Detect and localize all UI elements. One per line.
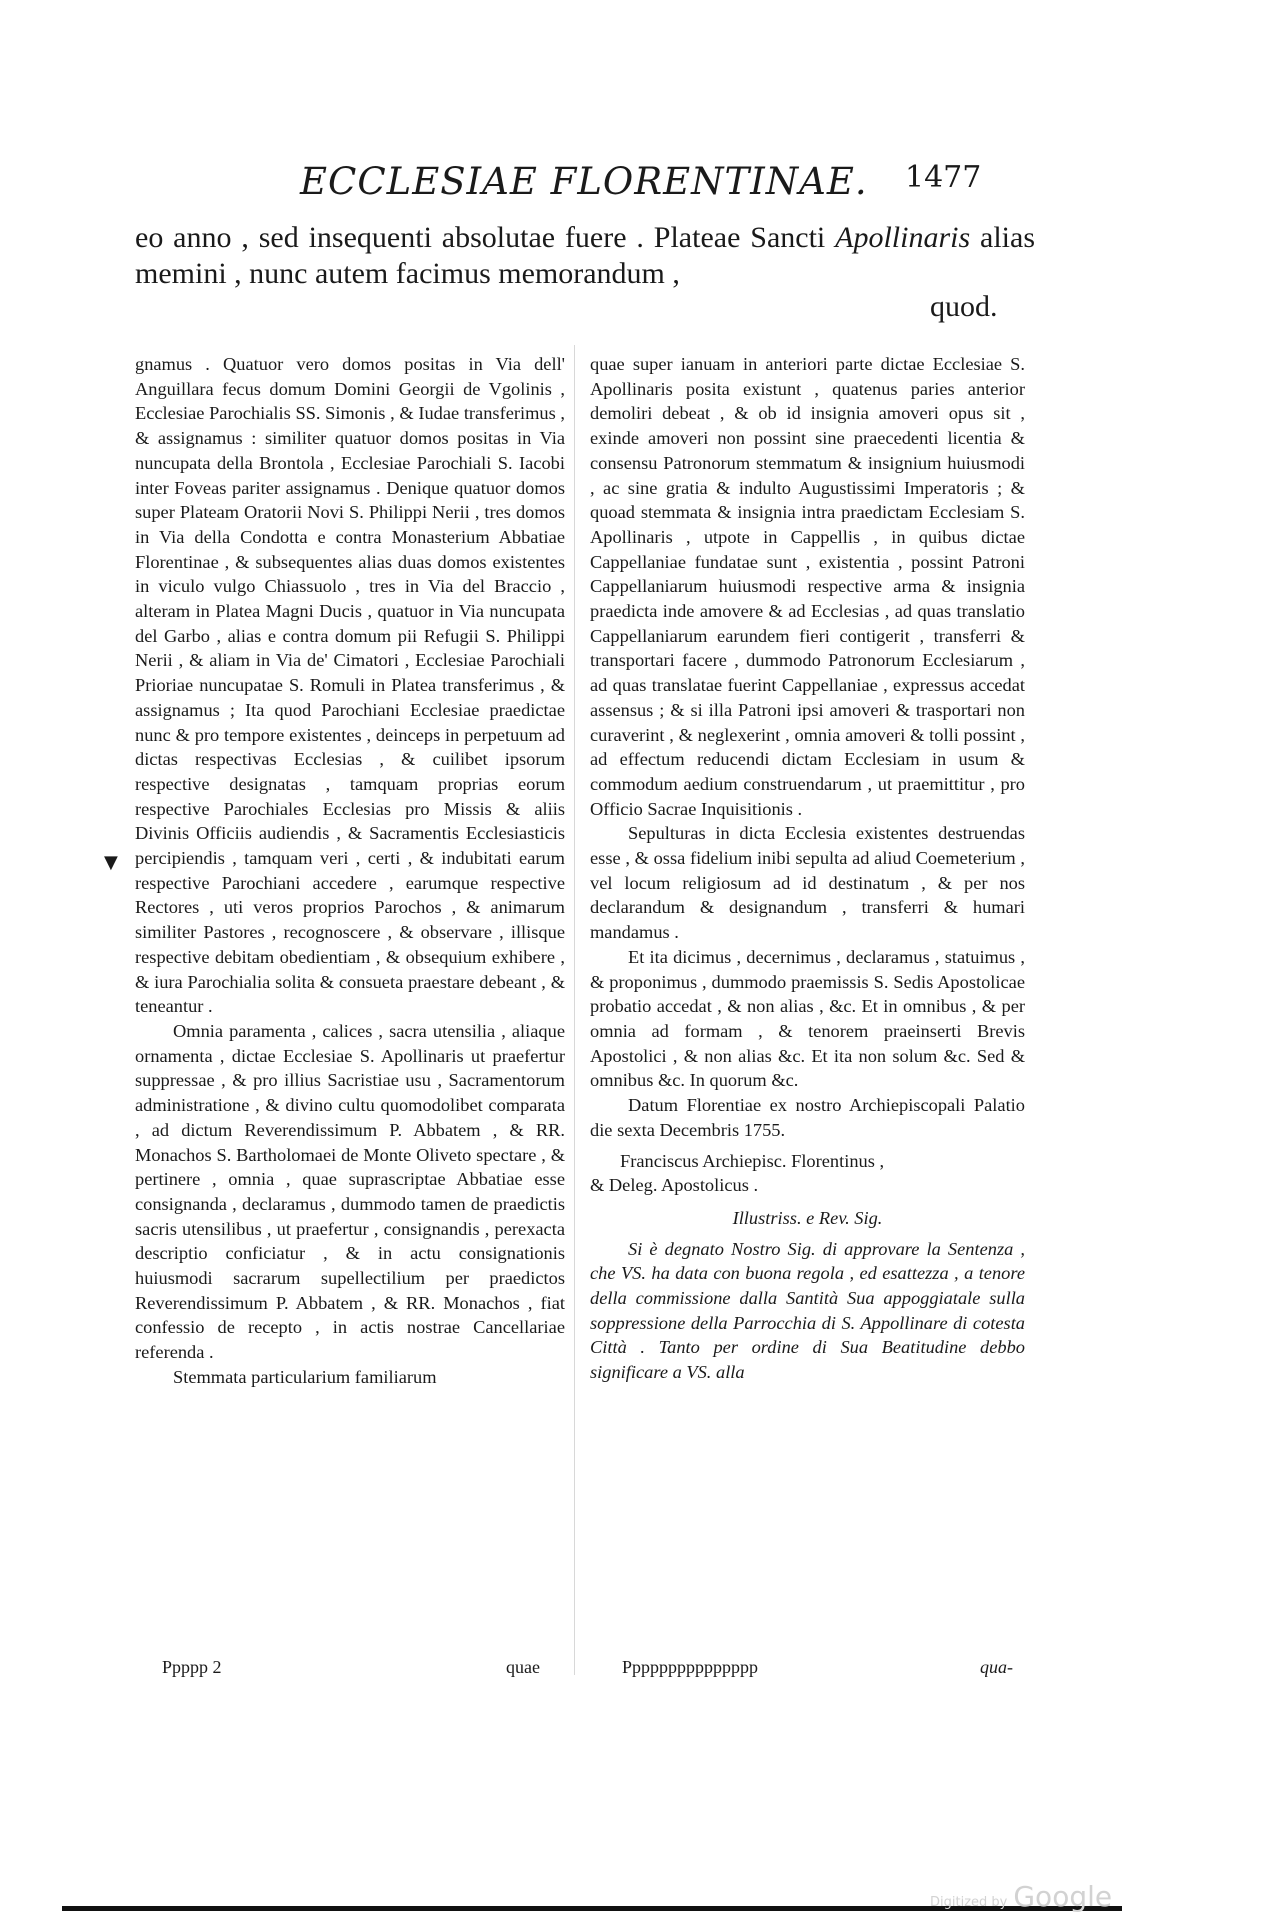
margin-mark: ▼ <box>104 852 118 873</box>
right-paragraph-1: quae super ianuam in anteriori parte dictae Ecclesiae S. Apollinaris posita existunt , quatenus paries anterior demoliri debeat , & ob id insignia amoveri opus sit , exinde amoveri non possint sine praecedenti licentia & consensu Patronorum stemmatum & insignium huiusmodi , ac sine gratia & indulto Augustissimi Imperatoris ; & quoad stemmata & insignia intra praedictam Ecclesiam S. Apollinaris , utpote in Cappellis , in quibus dictae Cappellaniae fundatae sunt , existentia , possint Patroni Cappellaniarum huiusmodi respective arma & insignia praedicta inde amovere & ad Ecclesias , ad quas translatio Cappellaniarum earundem fieri contigerit , transferri & transportari facere , dummodo Patronorum Ecclesiarum , ad quas translatae fuerint Cappellaniae , expressus accedat assensus ; & si illa Patroni ipsi amoveri & trasportari non curaverint , & neglexerint , omnia amoveri & tolli possint , ad effectum reducendi dictam Ecclesiam in usum & commodum aedium construendarum , ut praemittitur , pro Officio Sacrae Inquisitionis . <box>590 354 1025 819</box>
left-paragraph-3: Stemmata particularium familiarum <box>173 1366 437 1387</box>
column-divider <box>574 345 575 1675</box>
left-paragraph-1: gnamus . Quatuor vero domos positas in Via dell' Anguillara fecus domum Domini Georgii de Vgolinis , Ecclesiae Parochialis SS. Simonis , & Iudae transferimus , & assignamus : similiter quatuor domos positas in Via nuncupata della Brontola , Ecclesiae Parochiali S. Iacobi inter Foveas pariter assignamus . Denique quatuor domos super Plateam Oratorii Novi S. Philippi Nerii , tres domos in Via della Condotta e contra Monasterium Abbatiae Florentinae , & subsequentes alias duas domos existentes in viculo vulgo Chiassuolo , tres in Via del Braccio , alteram in Platea Magni Ducis , quatuor in Via nuncupata del Garbo , alias e contra domum pii Refugii S. Philippi Nerii , & aliam in Via de' Cimatori , Ecclesiae Parochiali Prioriae nuncupatae S. Romuli in Platea transferimus , & assignamus ; Ita quod Parochiani Ecclesiae praedictae nunc & pro tempore existentes , deinceps in perpetuum ad dictas respectivas Ecclesias , & cuilibet ipsorum respective designatas , tamquam proprias eorum respective Parochiales Ecclesias pro Missis & aliis Divinis Officiis audiendis , & Sacramentis Ecclesiasticis percipiendis , tamquam veri , certi , & indubitati earum respective Parochiani accedere , earumque respective Rectores , uti veros proprios Parochos , & animarum similiter Pastores , recognoscere , & observare , illisque respective debitam obedientiam , & obsequium exhibere , & iura Parochialia solita & consueta praestare debeant , & teneantur . <box>135 354 565 1017</box>
right-paragraph-2: Sepulturas in dicta Ecclesia existentes destruendas esse , & ossa fidelium inibi sepulta ad aliud Coemeterium , vel locum religiosum ad id destinatum , & per nos declarandum & designandum , transferri & humari mandamus . <box>590 823 1025 943</box>
right-paragraph-4: Datum Florentiae ex nostro Archiepiscopali Palatio die sexta Decembris 1755. <box>590 1095 1025 1140</box>
running-head: ECCLESIAE FLORENTINAE. <box>300 160 868 203</box>
watermark-prefix: Digitized by <box>930 1895 1008 1910</box>
left-catchword: quae <box>506 1657 540 1677</box>
signature-line-2: & Deleg. Apostolicus . <box>590 1175 759 1196</box>
intro-text-a: eo anno , sed insequenti absolutae fuere . Plateae Sancti <box>135 221 836 254</box>
right-column <box>590 352 1025 1385</box>
right-catchword: qua- <box>980 1657 1013 1677</box>
left-signature-mark: Ppppp 2 <box>162 1657 222 1677</box>
intro-paragraph <box>135 220 1035 292</box>
left-paragraph-2: Omnia paramenta , calices , sacra utensilia , aliaque ornamenta , dictae Ecclesiae S. Apollinaris ut praefertur suppressae , & pro illius Sacristiae usu , Sacramentorum administratione , & divino cultu quomodolibet comparata , ad dictum Reverendissimum P. Abbatem , & RR. Monachos S. Bartholomaei de Monte Oliveto spectare , & pertinere , omnia , quae suprascriptae Abbatiae esse consignanda , declaramus , dummodo tamen de praedictis sacris utensilibus , ut praefertur , consignandis , perexacta descriptio conficiatur , & in actu consignationis huiusmodi sacrarum supellectilium per praedictos Reverendissimum P. Abbatem , & RR. Monachos , fiat confessio de recepto , in actis nostrae Cancellariae referenda . <box>135 1020 565 1363</box>
digitizer-watermark <box>930 1880 1112 1913</box>
letter-addressee: Illustriss. e Rev. Sig. <box>732 1207 883 1228</box>
page-number: 1477 <box>905 160 982 195</box>
letter-text: Si è degnato Nostro Sig. di approvare la Sentenza , che VS. ha data con buona regola , ed esattezza , a tenore della commissione dalla Santità Sua appoggiatale sulla soppressione della Parrocchia di S. Appollinare di cotesta Città . Tanto per ordine di Sua Beatitudine debbo significare a VS. alla <box>590 1238 1025 1383</box>
signature-line-1: Franciscus Archiepisc. Florentinus , <box>620 1150 885 1171</box>
right-paragraph-3: Et ita dicimus , decernimus , declaramus , statuimus , & proponimus , dummodo praemissis S. Sedis Apostolicae probatio accedat , & non alias , &c. Et in omnibus , & per omnia ad formam , & tenorem praeinserti Brevis Apostolici , & non alias &c. Et ita non solum &c. Sed & omnibus &c. In quorum &c. <box>590 946 1025 1091</box>
intro-text-b: alias memini , nunc autem facimus memorandum , <box>135 221 1036 290</box>
intro-last-word: quod. <box>930 290 998 323</box>
watermark-word: Google <box>1013 1880 1113 1913</box>
left-column <box>135 352 565 1390</box>
intro-italic-word: Apollinaris <box>835 221 971 254</box>
right-signature-mark: Ppppppppppppppp <box>622 1657 759 1677</box>
